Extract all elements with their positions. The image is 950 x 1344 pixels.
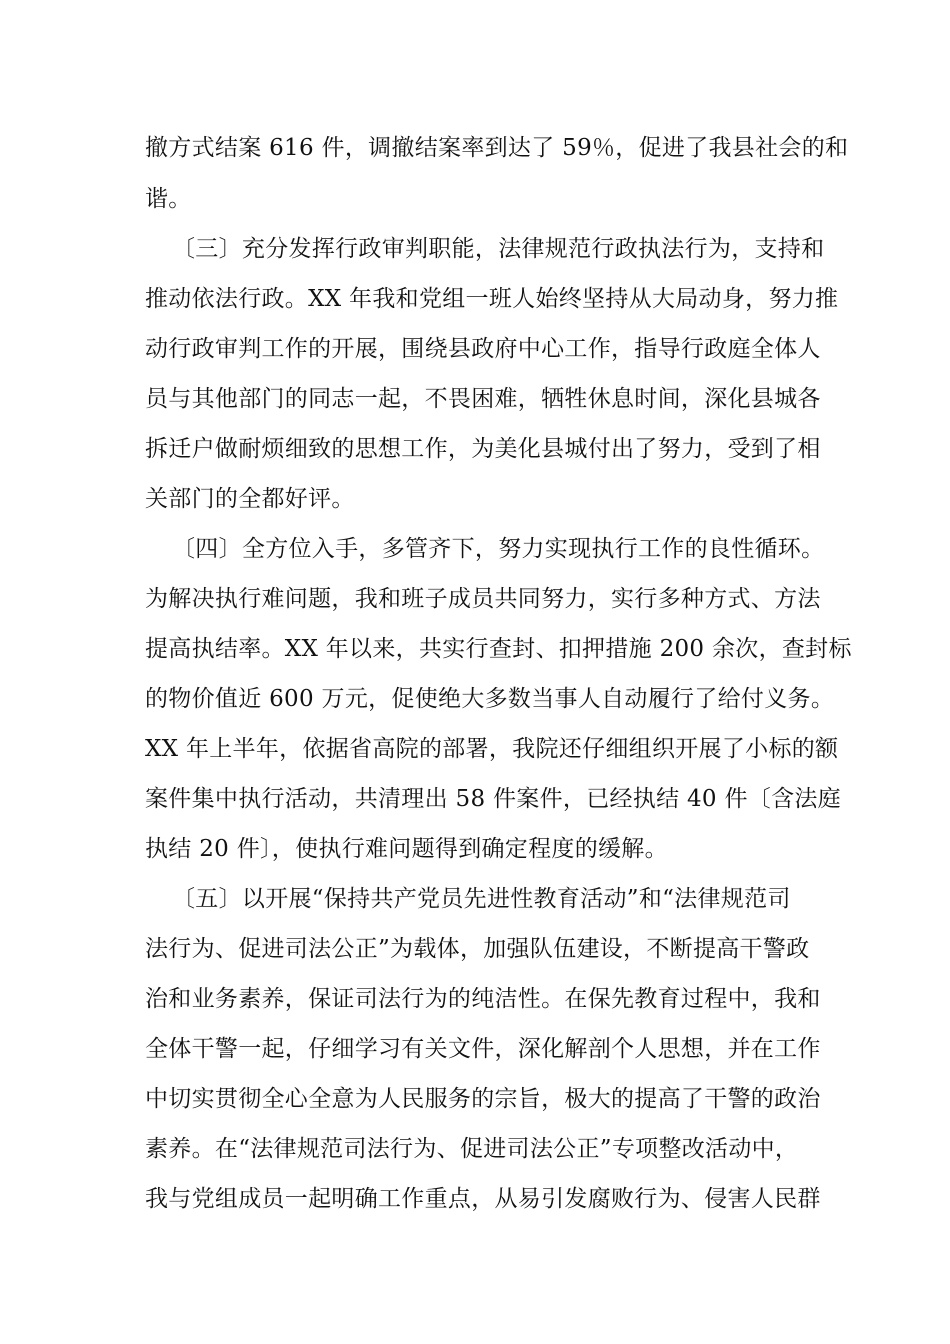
text-line: 法行为、促进司法公正”为载体，加强队伍建设，不断提高干警政: [145, 936, 810, 962]
text-line: 中切实贯彻全心全意为人民服务的宗旨，极大的提高了干警的政治: [145, 1086, 821, 1112]
paragraph-4-heading: 〔四〕全方位入手，多管齐下，努力实现执行工作的良性循环。: [172, 536, 825, 562]
text-line: 我与党组成员一起明确工作重点，从易引发腐败行为、侵害人民群: [145, 1186, 821, 1212]
text-line: 素养。在“法律规范司法行为、促进司法公正”专项整改活动中，: [145, 1136, 799, 1162]
text-line: 治和业务素养，保证司法行为的纯洁性。在保先教育过程中，我和: [145, 986, 821, 1012]
text-line: XX 年上半年，依据省高院的部署，我院还仔细组织开展了小标的额: [145, 736, 839, 762]
text-line: 执结 20 件〕，使执行难问题得到确定程度的缓解。: [145, 836, 668, 862]
text-line: 员与其他部门的同志一起，不畏困难，牺牲休息时间，深化县城各: [145, 386, 821, 412]
paragraph-3-heading: 〔三〕充分发挥行政审判职能，法律规范行政执法行为，支持和: [172, 236, 825, 262]
text-line: 提高执结率。XX 年以来，共实行查封、扣押措施 200 余次，查封标: [145, 636, 852, 662]
text-line: 案件集中执行活动，共清理出 58 件案件，已经执结 40 件〔含法庭: [145, 786, 841, 812]
text-line: 为解决执行难问题，我和班子成员共同努力，实行多种方式、方法: [145, 586, 821, 612]
text-line: 撤方式结案 616 件，调撤结案率到达了 59％，促进了我县社会的和: [145, 135, 849, 161]
text-line: 关部门的全都好评。: [145, 486, 355, 512]
text-line: 推动依法行政。XX 年我和党组一班人始终坚持从大局动身，努力推: [145, 286, 839, 312]
text-line: 谐。: [145, 186, 192, 212]
text-line: 全体干警一起，仔细学习有关文件，深化解剖个人思想，并在工作: [145, 1036, 821, 1062]
paragraph-5-heading: 〔五〕以开展“保持共产党员先进性教育活动”和“法律规范司: [172, 886, 791, 912]
text-line: 动行政审判工作的开展，围绕县政府中心工作，指导行政庭全体人: [145, 336, 821, 362]
text-line: 的物价值近 600 万元，促使绝大多数当事人自动履行了给付义务。: [145, 686, 835, 712]
text-line: 拆迁户做耐烦细致的思想工作，为美化县城付出了努力，受到了相: [145, 436, 821, 462]
